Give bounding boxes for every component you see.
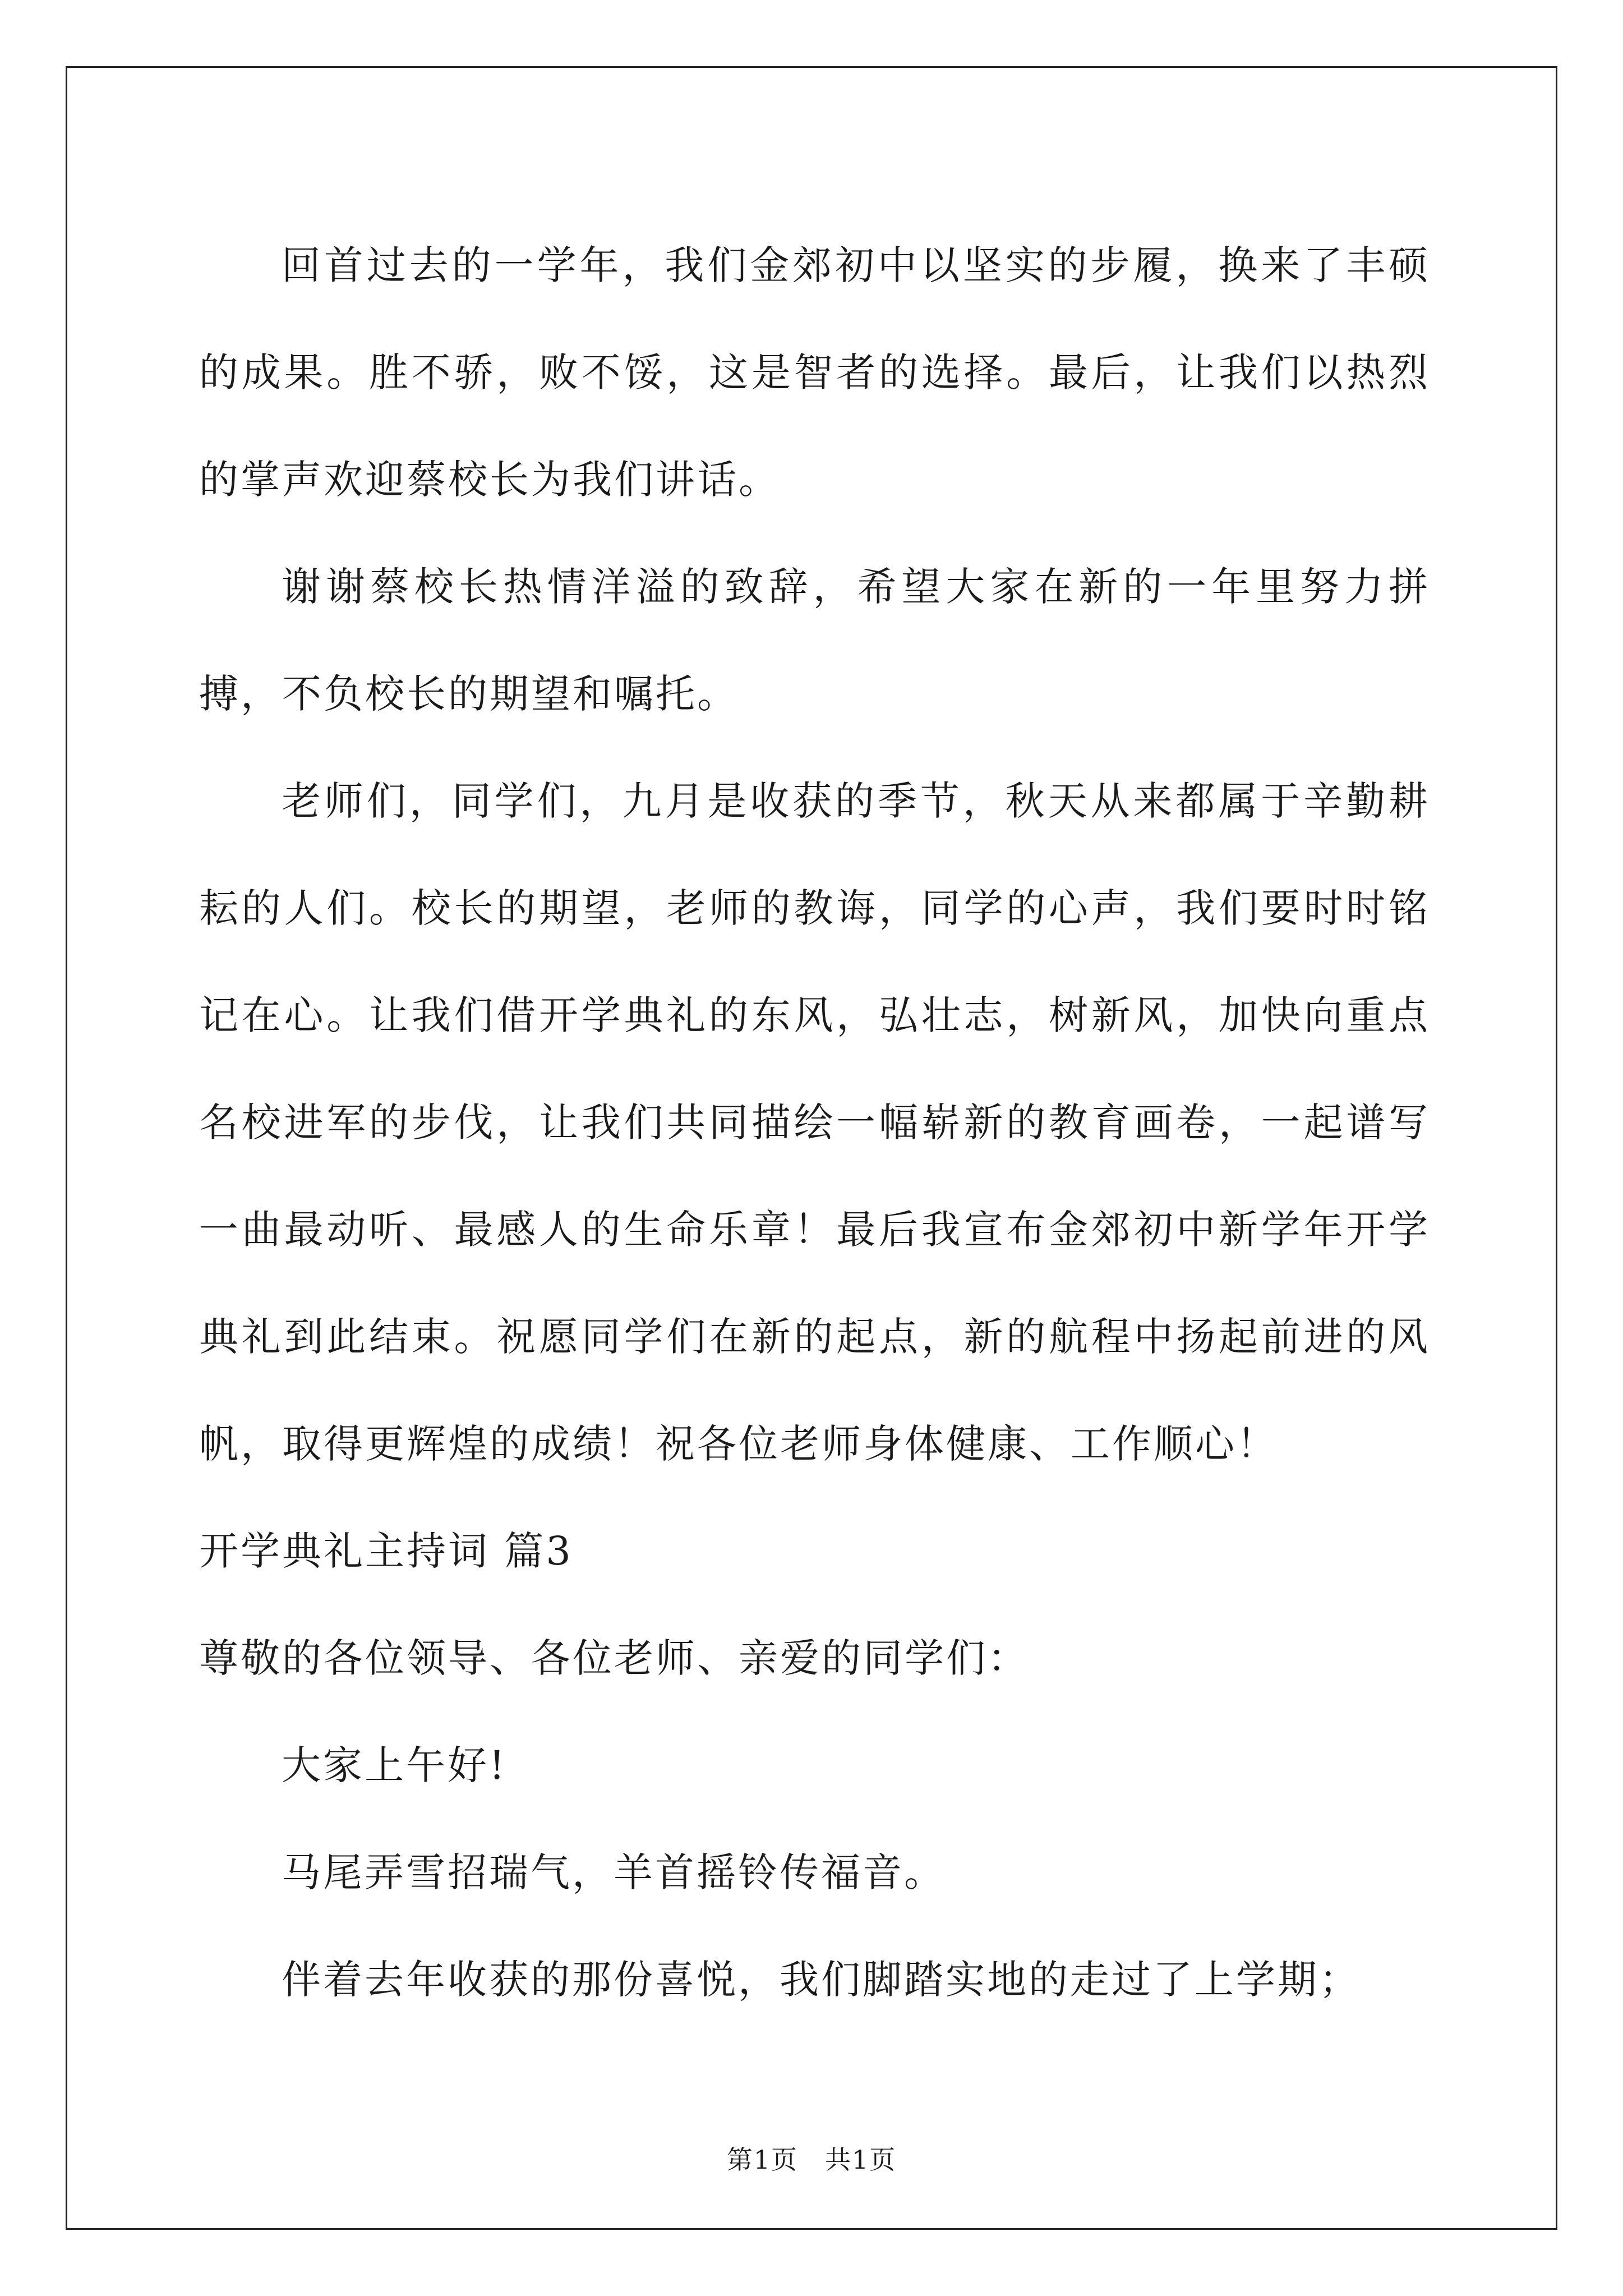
paragraph-review-year: 回首过去的一学年，我们金郊初中以坚实的步履，换来了丰硕的成果。胜不骄，败不馁，这是智者的选择。最后，让我们以热烈的掌声欢迎蔡校长为我们讲话。 <box>199 242 1430 503</box>
paragraph-greeting: 大家上午好! <box>282 1742 508 1788</box>
paragraph-closing-remarks: 老师们，同学们，九月是收获的季节，秋天从来都属于辛勤耕耘的人们。校长的期望，老师的教诲，同学的心声，我们要时时铭记在心。让我们借开学典礼的东风，弘壮志，树新风，加快向重点名校进军的步伐，让我们共同描绘一幅崭新的教育画卷，一起谱写一曲最动听、最感人的生命乐章！最后我宣布金郊初中新学年开学典礼到此结束。祝愿同学们在新的起点，新的航程中扬起前进的风帆，取得更辉煌的成绩！祝各位老师身体健康、工作顺心！ <box>199 778 1430 1467</box>
section-heading: 开学典礼主持词 篇3 <box>199 1528 573 1574</box>
paragraph-thanks-principal: 谢谢蔡校长热情洋溢的致辞，希望大家在新的一年里努力拼搏，不负校长的期望和嘱托。 <box>199 564 1430 717</box>
paragraph-salutation: 尊敬的各位领导、各位老师、亲爱的同学们： <box>199 1635 1029 1681</box>
paragraph-last-semester: 伴着去年收获的那份喜悦，我们脚踏实地的走过了上学期； <box>282 1957 1361 2003</box>
paragraph-couplet: 马尾弄雪招瑞气，羊首摇铃传福音。 <box>282 1849 946 1895</box>
page-number-footer: 第1页 共1页 <box>726 2145 897 2175</box>
document-body <box>199 212 1430 2033</box>
